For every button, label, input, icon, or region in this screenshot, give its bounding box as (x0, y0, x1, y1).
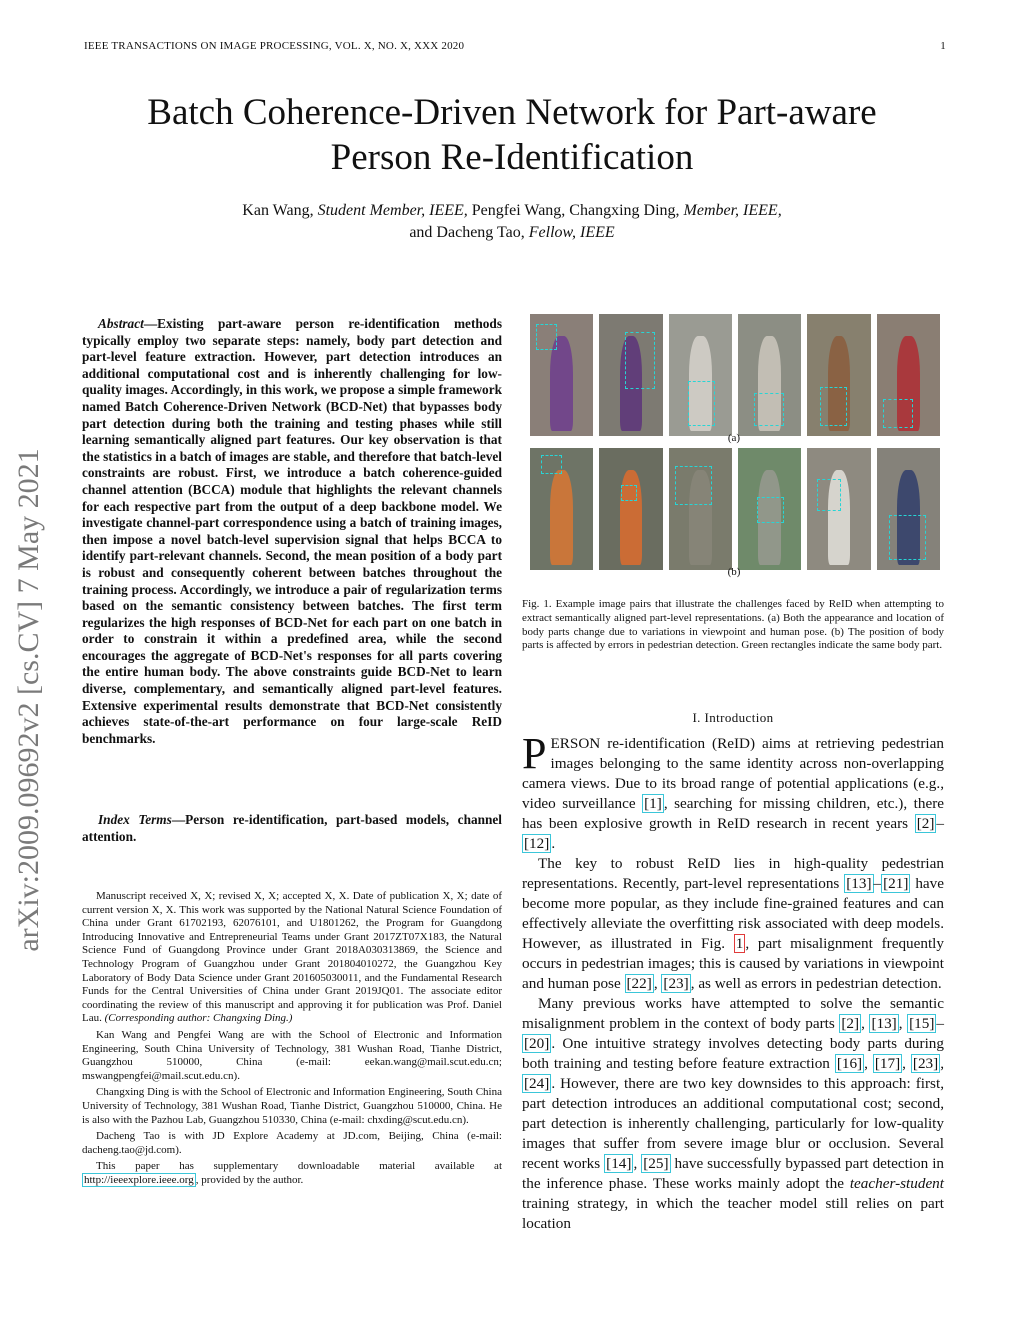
citation-link[interactable]: [21] (883, 875, 909, 892)
person-image (669, 314, 732, 436)
figure-1 (524, 312, 944, 582)
part-box (675, 466, 712, 505)
author-role: Member, IEEE, (683, 202, 782, 219)
intro-paragraph-2 (522, 854, 944, 994)
part-box (621, 485, 637, 502)
intro-text: ERSON re-identification (ReID) aims at retrieving pedestrian images belonging to the same identity across non-overlapping camera views. Due to its broad range of potential applications (e.g., video surveillance (522, 735, 944, 812)
arxiv-stamp: arXiv:2009.09692v2 [cs.CV] 7 May 2021 (12, 448, 45, 952)
person-image (599, 448, 662, 570)
ieee-link[interactable]: http://ieeexplore.ieee.org (84, 1173, 194, 1186)
citation-link[interactable]: [23] (663, 975, 689, 992)
index-terms (82, 812, 502, 845)
section-heading: I. Introduction (692, 710, 774, 725)
index-terms-text: —Person re-identification, part-based models, channel attention. (82, 812, 503, 844)
person-image (738, 448, 801, 570)
intro-text: , (898, 1015, 908, 1032)
citation-link[interactable]: [13] (846, 875, 872, 892)
author-role: Fellow, IEEE (528, 224, 615, 241)
person-image (530, 448, 593, 570)
figure-caption: Fig. 1. Example image pairs that illustrate the challenges faced by ReID when attempting to extract semantically aligned part-level representations. (a) Both the appearance and location of body parts change due to variations in viewpoint and human pose. (b) The position of body parts is affected by errors in pedestrian detection. Green rectangles indicate the same body part. (522, 598, 944, 652)
abstract-label: Abstract (98, 316, 144, 331)
intro-text: , (653, 975, 662, 992)
dropcap: P (522, 729, 547, 778)
part-box (889, 515, 926, 560)
intro-text: training strategy, in which the teacher model still relies on part location (522, 1195, 944, 1232)
intro-text: have become more popular, as they include fine-grained features and can effectively alleviate the overfitting risk associated with deep models. However, as illustrated in Fig. (522, 875, 945, 952)
person-figure (550, 336, 573, 431)
intro-text: , (633, 1155, 642, 1172)
intro-paragraph-3 (522, 994, 944, 1234)
part-box (625, 332, 655, 389)
footnote-manuscript-text: Manuscript received X, X; revised X, X; accepted X, X. Date of publication X, X; date of current version X, X. This work was supported by the National Natural Science Foundation of China under Grant 61702193, 62076101, and U1801262, the Program for Guangdong Introducing Innovative and Entrepreneurial Teams under Grant 2017ZT07X183, the Natural Science Fund of Guangdong Province under Grant 2018A030313869, the Science and Technology Program of Guangzhou under Grant 201804010272, the Guangzhou Key Laboratory of Body Data Science under Grant 201605030011, and the Fundamental Research Funds for the Central Universities of China under Grant 2019JQ01. The associate editor coordinating the review of this manuscript and approving it for publication was Prof. Daniel Lau. (82, 890, 502, 1025)
citation-link[interactable]: [13] (871, 1015, 897, 1032)
author-list (60, 200, 964, 244)
figure-row-a (530, 314, 940, 436)
person-figure (550, 470, 573, 565)
intro-text: , searching for missing children, etc.), there has been explosive growth in ReID research in recent years (522, 795, 944, 832)
footnotes (82, 890, 502, 1190)
citation-link[interactable]: [2] (841, 1015, 860, 1032)
citation-link[interactable]: [23] (912, 1055, 939, 1072)
paper-title (60, 90, 964, 180)
page-number: 1 (940, 40, 946, 52)
footnote-affiliation-2: Changxing Ding is with the School of Electronic and Information Engineering, South China University of Technology, 381 Wushan Road, Tianhe District, Guangzhou 510000, China. He is also with the Pazhou Lab, Guangzhou 510330, China (e-mail: chxding@scut.edu.cn). (82, 1086, 502, 1126)
title-line-2: Person Re-Identification (330, 137, 694, 178)
title-line-1: Batch Coherence-Driven Network for Part-aware (147, 92, 877, 133)
person-image (530, 314, 593, 436)
introduction-body (522, 729, 945, 1234)
intro-text: . One intuitive strategy involves detecting body parts during both training and testing before feature extraction (522, 1035, 944, 1072)
authors-line-1 (60, 200, 964, 222)
footnote-supplementary (82, 1160, 502, 1187)
figure-label-a: (a) (727, 432, 741, 444)
intro-text: . However, there are two key downsides to this approach: first, part detection introduces an additional computational cost; second, part detection is inherently challenging, particularly for low-quality images that suffer from severe image blur or occlusion. Several recent works (522, 1075, 944, 1172)
citation-link[interactable]: [1] (644, 795, 662, 812)
person-image (877, 314, 940, 436)
part-box (541, 455, 562, 474)
intro-text: Many previous works have attempted to solve the semantic misalignment problem in the context of body parts (522, 995, 944, 1032)
intro-text: , as well as errors in pedestrian detection. (690, 975, 942, 992)
abstract-text: —Existing part-aware person re-identification methods typically employ two separate steps: namely, body part detection and part-level feature extraction. However, part detection introduces an additional computational cost and is inherently challenging for low-quality images. Accordingly, in this work, we propose a simple framework named Batch Coherence-Driven Network (BCD-Net) that bypasses body part detection during both the training and testing phases while still learning semantically aligned part features. Our key observation is that the statistics in a batch of images are stable, and therefore that batch-level constraints are robust. First, we introduce a batch coherence-guided channel attention (BCCA) module that highlights the relevant channels for each respective part from the output of a deep backbone model. We investigate channel-part correspondence using a batch of training images, then impose a novel batch-level supervision signal that helps BCCA to identify part-relevant channels. Second, the mean position of a body part is robust and consequently coherent between batches throughout the training process. Accordingly, we introduce a pair of regularization terms based on the semantic consistency between batches. The first term regularizes the high responses of BCD-Net for each part on one batch in order to constrain it within a predefined area, while the second encourages the aggregate of BCD-Net's responses for all parts covering the entire human body. The above constraints guide BCD-Net to learn diverse, complementary, and semantically aligned part-level features. Extensive experimental results demonstrate that BCD-Net consistently achieves state-of-the-art performance on four large-scale ReID benchmarks. (82, 316, 502, 746)
part-box (817, 479, 841, 512)
person-image (599, 314, 662, 436)
running-head (84, 40, 946, 52)
intro-text: , (864, 1055, 873, 1072)
part-box (688, 381, 715, 426)
person-image (807, 448, 870, 570)
person-image (807, 314, 870, 436)
intro-text: – (936, 815, 944, 832)
figure-row-b (530, 448, 940, 570)
person-image (877, 448, 940, 570)
person-image (738, 314, 801, 436)
figure-label-b: (b) (727, 566, 741, 578)
supplementary-text-end: , provided by the author. (195, 1173, 304, 1186)
footnote-affiliation-1: Kan Wang and Pengfei Wang are with the School of Electronic and Information Engineering, South China University of Technology, 381 Wushan Road, Tianhe District, Guangzhou 510000, China (e-mail: eekan.wang@mail.scut.edu.cn; mswangpengfei@mail.scut.edu.cn). (82, 1028, 502, 1082)
abstract (82, 316, 502, 747)
intro-text: The key to robust ReID lies in high-quality pedestrian representations. Recently, part-level representations (522, 855, 944, 892)
footnote-affiliation-3: Dacheng Tao is with JD Explore Academy at JD.com, Beijing, China (e-mail: dacheng.tao@jd.com). (82, 1130, 502, 1156)
corresponding-author: (Corresponding author: Changxing Ding.) (104, 1012, 293, 1025)
citation-link[interactable]: [2] (916, 815, 935, 832)
person-image (669, 448, 732, 570)
citation-link[interactable]: [24] (524, 1075, 550, 1092)
part-box (883, 399, 913, 428)
intro-text: , (902, 1055, 911, 1072)
intro-text: – (873, 875, 882, 892)
citation-link[interactable]: [14] (606, 1155, 632, 1172)
part-box (757, 497, 784, 523)
intro-text: have successfully bypassed part detection in the inference phase. These works mainly adopt the (522, 1155, 945, 1192)
part-box (536, 324, 557, 350)
emphasis-text: teacher-student (849, 1175, 944, 1192)
citation-link[interactable]: [15] (909, 1015, 935, 1032)
citation-link[interactable]: [16] (836, 1055, 863, 1072)
citation-link[interactable]: [20] (524, 1035, 550, 1052)
author-names: and Dacheng Tao, (409, 224, 529, 241)
figure-reference-link[interactable]: 1 (735, 935, 744, 952)
footnote-manuscript (82, 890, 502, 1026)
author-names: Kan Wang, (242, 202, 318, 219)
citation-link[interactable]: [17] (874, 1055, 901, 1072)
running-head-text: IEEE TRANSACTIONS ON IMAGE PROCESSING, VOL. X, NO. X, XXX 2020 (84, 40, 465, 52)
intro-text: . (551, 835, 556, 852)
authors-line-2 (60, 222, 964, 244)
author-role: Student Member, IEEE, (317, 202, 468, 219)
intro-text: , (940, 1055, 945, 1072)
part-box (754, 393, 784, 426)
citation-link[interactable]: [25] (643, 1155, 669, 1172)
author-names: Pengfei Wang, Changxing Ding, (467, 202, 684, 219)
citation-link[interactable]: [22] (626, 975, 652, 992)
intro-text: , (861, 1015, 870, 1032)
index-terms-label: Index Terms (98, 812, 172, 827)
intro-paragraph-1 (522, 729, 944, 854)
intro-text: , part misalignment frequently occurs in pedestrian images; this is caused by variations in viewpoint and human pose (522, 935, 945, 992)
part-box (820, 387, 847, 426)
supplementary-text: This paper has supplementary downloadable material available at (96, 1160, 502, 1173)
intro-text: – (936, 1015, 945, 1032)
citation-link[interactable]: [12] (524, 835, 550, 852)
